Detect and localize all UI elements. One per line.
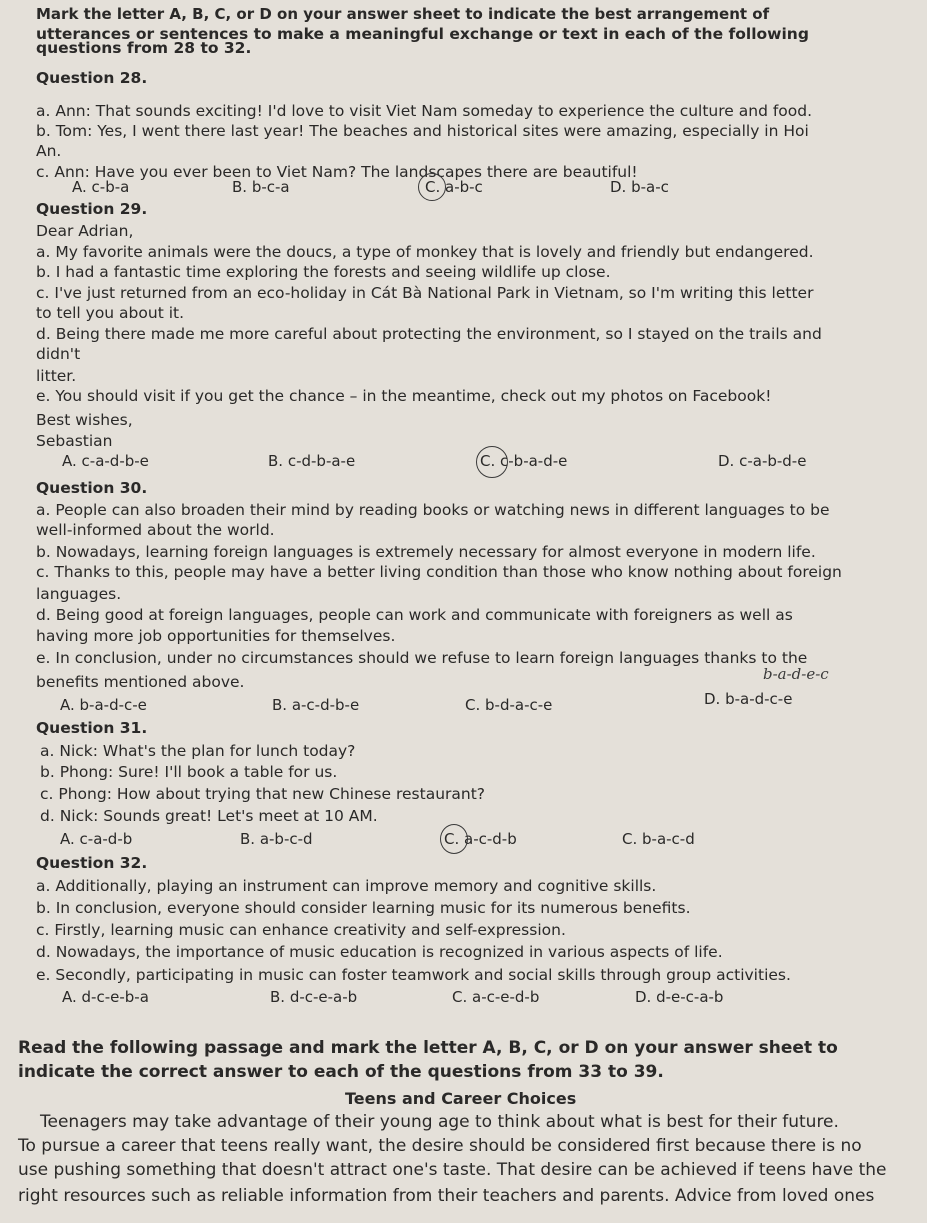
q31-title: Question 31. [36, 719, 148, 737]
q31-item-b: b. Phong: Sure! I'll book a table for us. [40, 763, 338, 781]
q31-item-d: d. Nick: Sounds great! Let's meet at 10 AM. [40, 807, 378, 825]
q30-item-b: b. Nowadays, learning foreign languages is extremely necessary for almost everyone in modern life. [36, 543, 816, 561]
q28-option-b[interactable]: B. b-c-a [232, 178, 290, 196]
q30-item-a-line2: well-informed about the world. [36, 521, 275, 539]
q29-item-c-line1: c. I've just returned from an eco-holiday in Cát Bà National Park in Vietnam, so I'm writing this letter [36, 284, 814, 302]
passage-line-3: use pushing something that doesn't attract one's taste. That desire can be achieved if teens have the [18, 1160, 887, 1180]
q29-option-a[interactable]: A. c-a-d-b-e [62, 452, 149, 470]
q30-option-b[interactable]: B. a-c-d-b-e [272, 696, 360, 714]
q30-item-a-line1: a. People can also broaden their mind by reading books or watching news in different languages to be [36, 501, 830, 519]
q29-item-b: b. I had a fantastic time exploring the forests and seeing wildlife up close. [36, 263, 611, 281]
q30-item-c-line1: c. Thanks to this, people may have a better living condition than those who know nothing about foreign [36, 563, 842, 581]
q29-signature: Sebastian [36, 432, 113, 450]
q30-item-e-line1: e. In conclusion, under no circumstances should we refuse to learn foreign languages thanks to the [36, 649, 808, 667]
q32-item-b: b. In conclusion, everyone should consider learning music for its numerous benefits. [36, 899, 691, 917]
q28-item-a: a. Ann: That sounds exciting! I'd love to visit Viet Nam someday to experience the culture and food. [36, 102, 813, 120]
passage-line-4: right resources such as reliable information from their teachers and parents. Advice from loved ones [18, 1186, 875, 1206]
q28-item-b-line1: b. Tom: Yes, I went there last year! The beaches and historical sites were amazing, especially in Hoi [36, 122, 809, 140]
q29-item-d-line2: didn't [36, 345, 81, 363]
q29-greeting: Dear Adrian, [36, 222, 134, 240]
q29-title: Question 29. [36, 200, 148, 218]
q30-handwritten-answer: b-a-d-e-c [763, 665, 829, 683]
q28-item-c: c. Ann: Have you ever been to Viet Nam? The landscapes there are beautiful! [36, 163, 638, 181]
q28-option-a[interactable]: A. c-b-a [72, 178, 130, 196]
q31-option-d[interactable]: C. b-a-c-d [622, 830, 695, 848]
q29-closing: Best wishes, [36, 411, 133, 429]
q30-item-e-line2: benefits mentioned above. [36, 673, 245, 691]
q30-item-d-line1: d. Being good at foreign languages, people can work and communicate with foreigners as well as [36, 606, 793, 624]
q29-option-b[interactable]: B. c-d-b-a-e [268, 452, 356, 470]
q32-title: Question 32. [36, 854, 148, 872]
passage-line-1: Teenagers may take advantage of their young age to think about what is best for their future. [40, 1112, 839, 1132]
q28-option-d[interactable]: D. b-a-c [610, 178, 669, 196]
q30-option-a[interactable]: A. b-a-d-c-e [60, 696, 147, 714]
q32-item-c: c. Firstly, learning music can enhance creativity and self-expression. [36, 921, 566, 939]
reading-instructions-line-2: indicate the correct answer to each of the questions from 33 to 39. [18, 1062, 664, 1082]
q28-item-b-line2: An. [36, 142, 62, 160]
reading-instructions-line-1: Read the following passage and mark the letter A, B, C, or D on your answer sheet to [18, 1038, 838, 1058]
q29-option-c[interactable]: C. c-b-a-d-e [480, 452, 568, 470]
passage-line-2: To pursue a career that teens really want, the desire should be considered first because there is no [18, 1136, 862, 1156]
q29-item-d-line1: d. Being there made me more careful about protecting the environment, so I stayed on the trails and [36, 325, 822, 343]
q31-item-a: a. Nick: What's the plan for lunch today? [40, 742, 356, 760]
q32-item-e: e. Secondly, participating in music can foster teamwork and social skills through group activities. [36, 966, 791, 984]
q30-option-d[interactable]: D. b-a-d-c-e [704, 690, 793, 708]
q28-option-c[interactable]: C. a-b-c [425, 178, 483, 196]
q29-item-e: e. You should visit if you get the chance – in the meantime, check out my photos on Facebook! [36, 387, 772, 405]
q32-item-d: d. Nowadays, the importance of music education is recognized in various aspects of life. [36, 943, 723, 961]
passage-title: Teens and Career Choices [345, 1089, 577, 1108]
q32-item-a: a. Additionally, playing an instrument can improve memory and cognitive skills. [36, 877, 657, 895]
q30-option-c[interactable]: C. b-d-a-c-e [465, 696, 553, 714]
q32-option-c[interactable]: C. a-c-e-d-b [452, 988, 540, 1006]
q30-item-c-line2: languages. [36, 585, 122, 603]
q32-option-d[interactable]: D. d-e-c-a-b [635, 988, 724, 1006]
q31-item-c: c. Phong: How about trying that new Chinese restaurant? [40, 785, 486, 803]
q32-option-a[interactable]: A. d-c-e-b-a [62, 988, 149, 1006]
q32-option-b[interactable]: B. d-c-e-a-b [270, 988, 358, 1006]
q31-option-c[interactable]: C. a-c-d-b [444, 830, 517, 848]
q29-item-c-line2: to tell you about it. [36, 304, 185, 322]
q31-option-a[interactable]: A. c-a-d-b [60, 830, 133, 848]
q29-item-d-line3: litter. [36, 367, 77, 385]
q29-option-d[interactable]: D. c-a-b-d-e [718, 452, 807, 470]
q31-option-b[interactable]: B. a-b-c-d [240, 830, 313, 848]
q28-title: Question 28. [36, 69, 148, 87]
instructions-line-1: Mark the letter A, B, C, or D on your answer sheet to indicate the best arrangement of [36, 5, 770, 23]
q29-item-a: a. My favorite animals were the doucs, a type of monkey that is lovely and friendly but endangered. [36, 243, 814, 261]
instructions-line-3: questions from 28 to 32. [36, 39, 252, 57]
q30-item-d-line2: having more job opportunities for themselves. [36, 627, 396, 645]
instructions-line-2: utterances or sentences to make a meaningful exchange or text in each of the following [36, 25, 809, 43]
q30-title: Question 30. [36, 479, 148, 497]
